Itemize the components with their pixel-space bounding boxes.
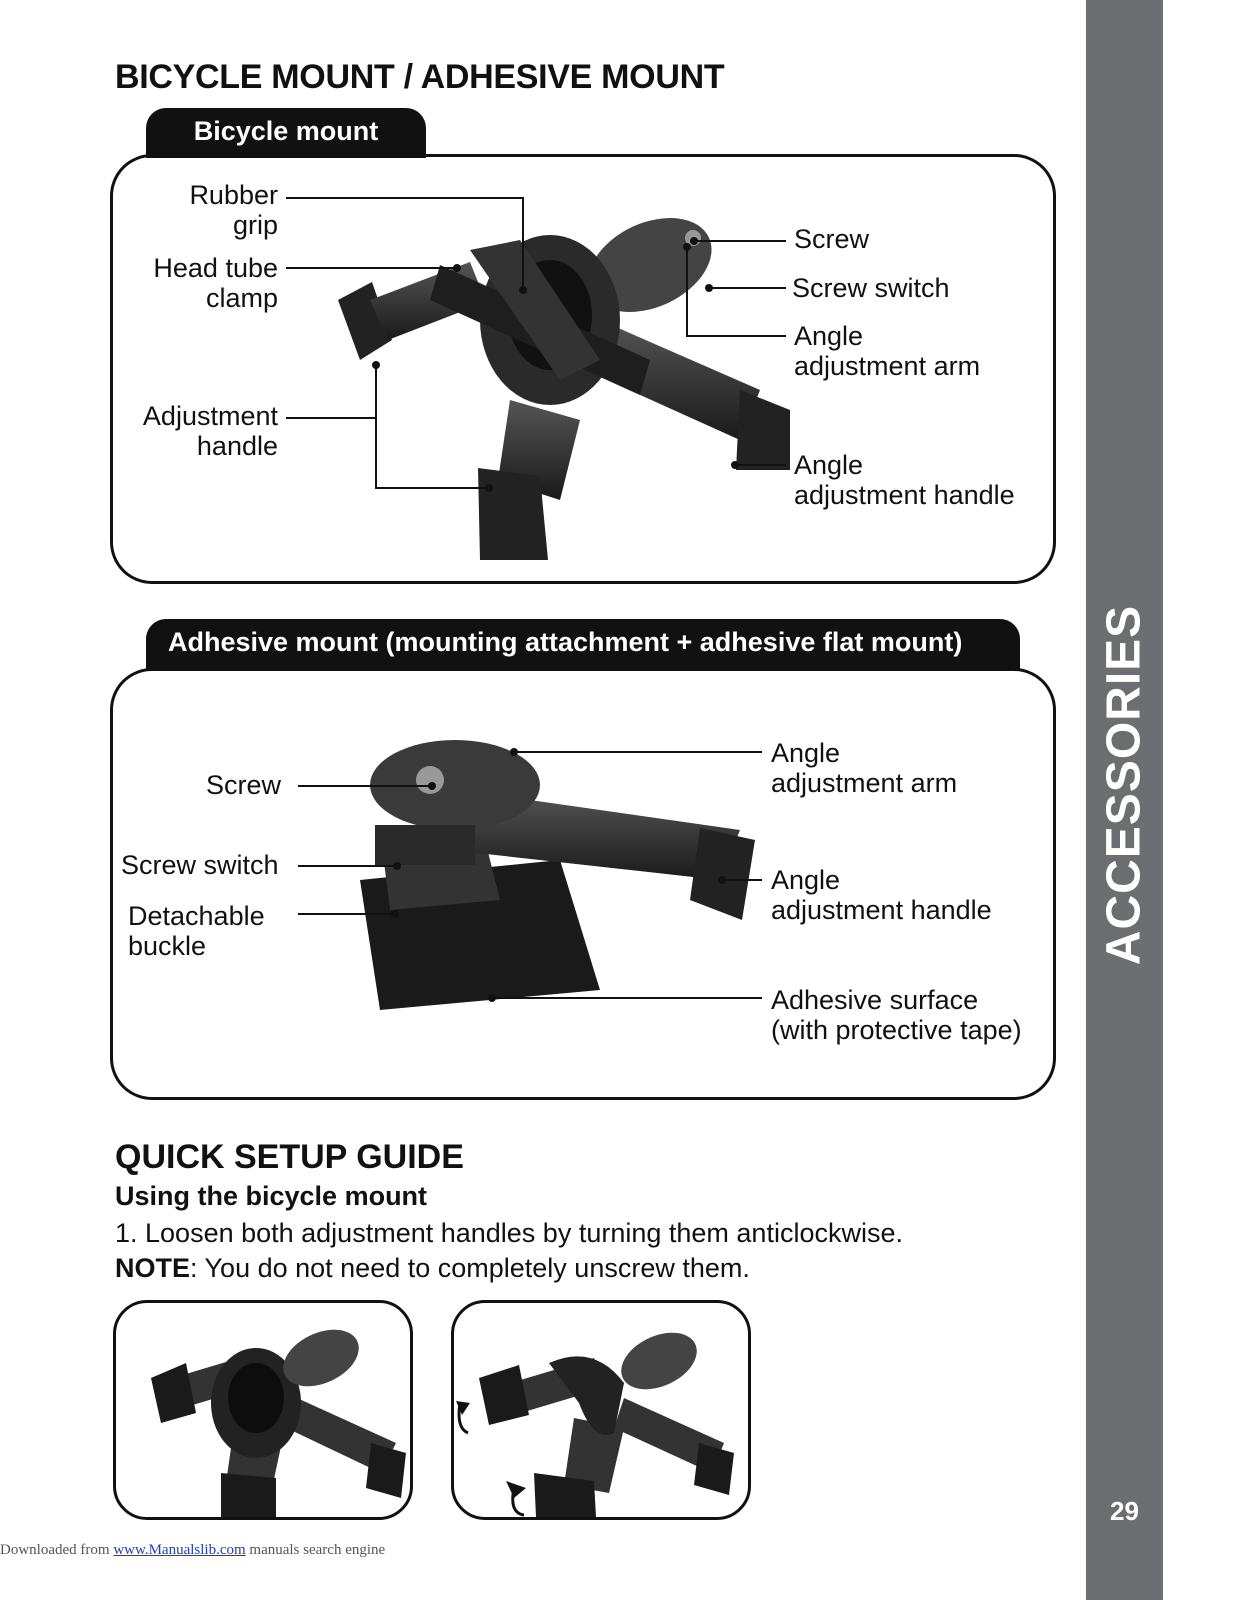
quick-setup-title: QUICK SETUP GUIDE xyxy=(115,1138,464,1176)
footer-prefix: Downloaded from xyxy=(0,1542,114,1558)
quick-setup-subtitle: Using the bicycle mount xyxy=(115,1181,428,1211)
label-screw-switch: Screw switch xyxy=(792,273,950,303)
manualslib-link[interactable]: www.Manualslib.com xyxy=(113,1542,246,1558)
download-footer xyxy=(0,1542,385,1559)
label-adhesive-surface: Adhesive surface (with protective tape) xyxy=(771,985,1022,1045)
note-paragraph xyxy=(115,1252,750,1284)
adhesive-mount-tab: Adhesive mount (mounting attachment + adhesive flat mount) xyxy=(146,619,1020,671)
setup-image-loosen xyxy=(451,1300,751,1520)
label-adhesive-screw-switch: Screw switch xyxy=(121,850,279,880)
label-angle-adjustment-arm: Angle adjustment arm xyxy=(794,321,981,381)
note-text: : You do not need to completely unscrew them. xyxy=(190,1253,750,1283)
label-head-tube-clamp: Head tube clamp xyxy=(153,253,278,313)
setup-image-before xyxy=(113,1300,413,1520)
note-label: NOTE xyxy=(115,1253,191,1283)
label-detachable-buckle: Detachable buckle xyxy=(128,901,265,961)
label-adhesive-angle-handle: Angle adjustment handle xyxy=(771,865,992,925)
adhesive-mount-illustration xyxy=(360,740,755,1010)
label-rubber-grip: Rubber grip xyxy=(189,180,278,240)
label-angle-adjustment-handle: Angle adjustment handle xyxy=(794,450,1015,510)
footer-suffix: manuals search engine xyxy=(245,1542,386,1558)
label-screw: Screw xyxy=(794,224,870,254)
step-1-text: 1. Loosen both adjustment handles by turning them anticlockwise. xyxy=(115,1218,903,1248)
label-adhesive-screw: Screw xyxy=(206,770,282,800)
side-section-title: ACCESSORIES xyxy=(1097,604,1151,966)
label-adjustment-handle: Adjustment handle xyxy=(142,401,278,461)
bicycle-mount-illustration xyxy=(338,199,790,560)
arrowhead-icon xyxy=(506,1481,526,1498)
bicycle-mount-thumbnail-1 xyxy=(116,1303,410,1517)
page-number: 29 xyxy=(1110,1496,1139,1526)
bicycle-mount-tab: Bicycle mount xyxy=(146,108,426,158)
page-title: BICYCLE MOUNT / ADHESIVE MOUNT xyxy=(115,58,725,96)
bicycle-mount-thumbnail-2 xyxy=(454,1303,748,1517)
label-adhesive-angle-arm: Angle adjustment arm xyxy=(771,738,958,798)
